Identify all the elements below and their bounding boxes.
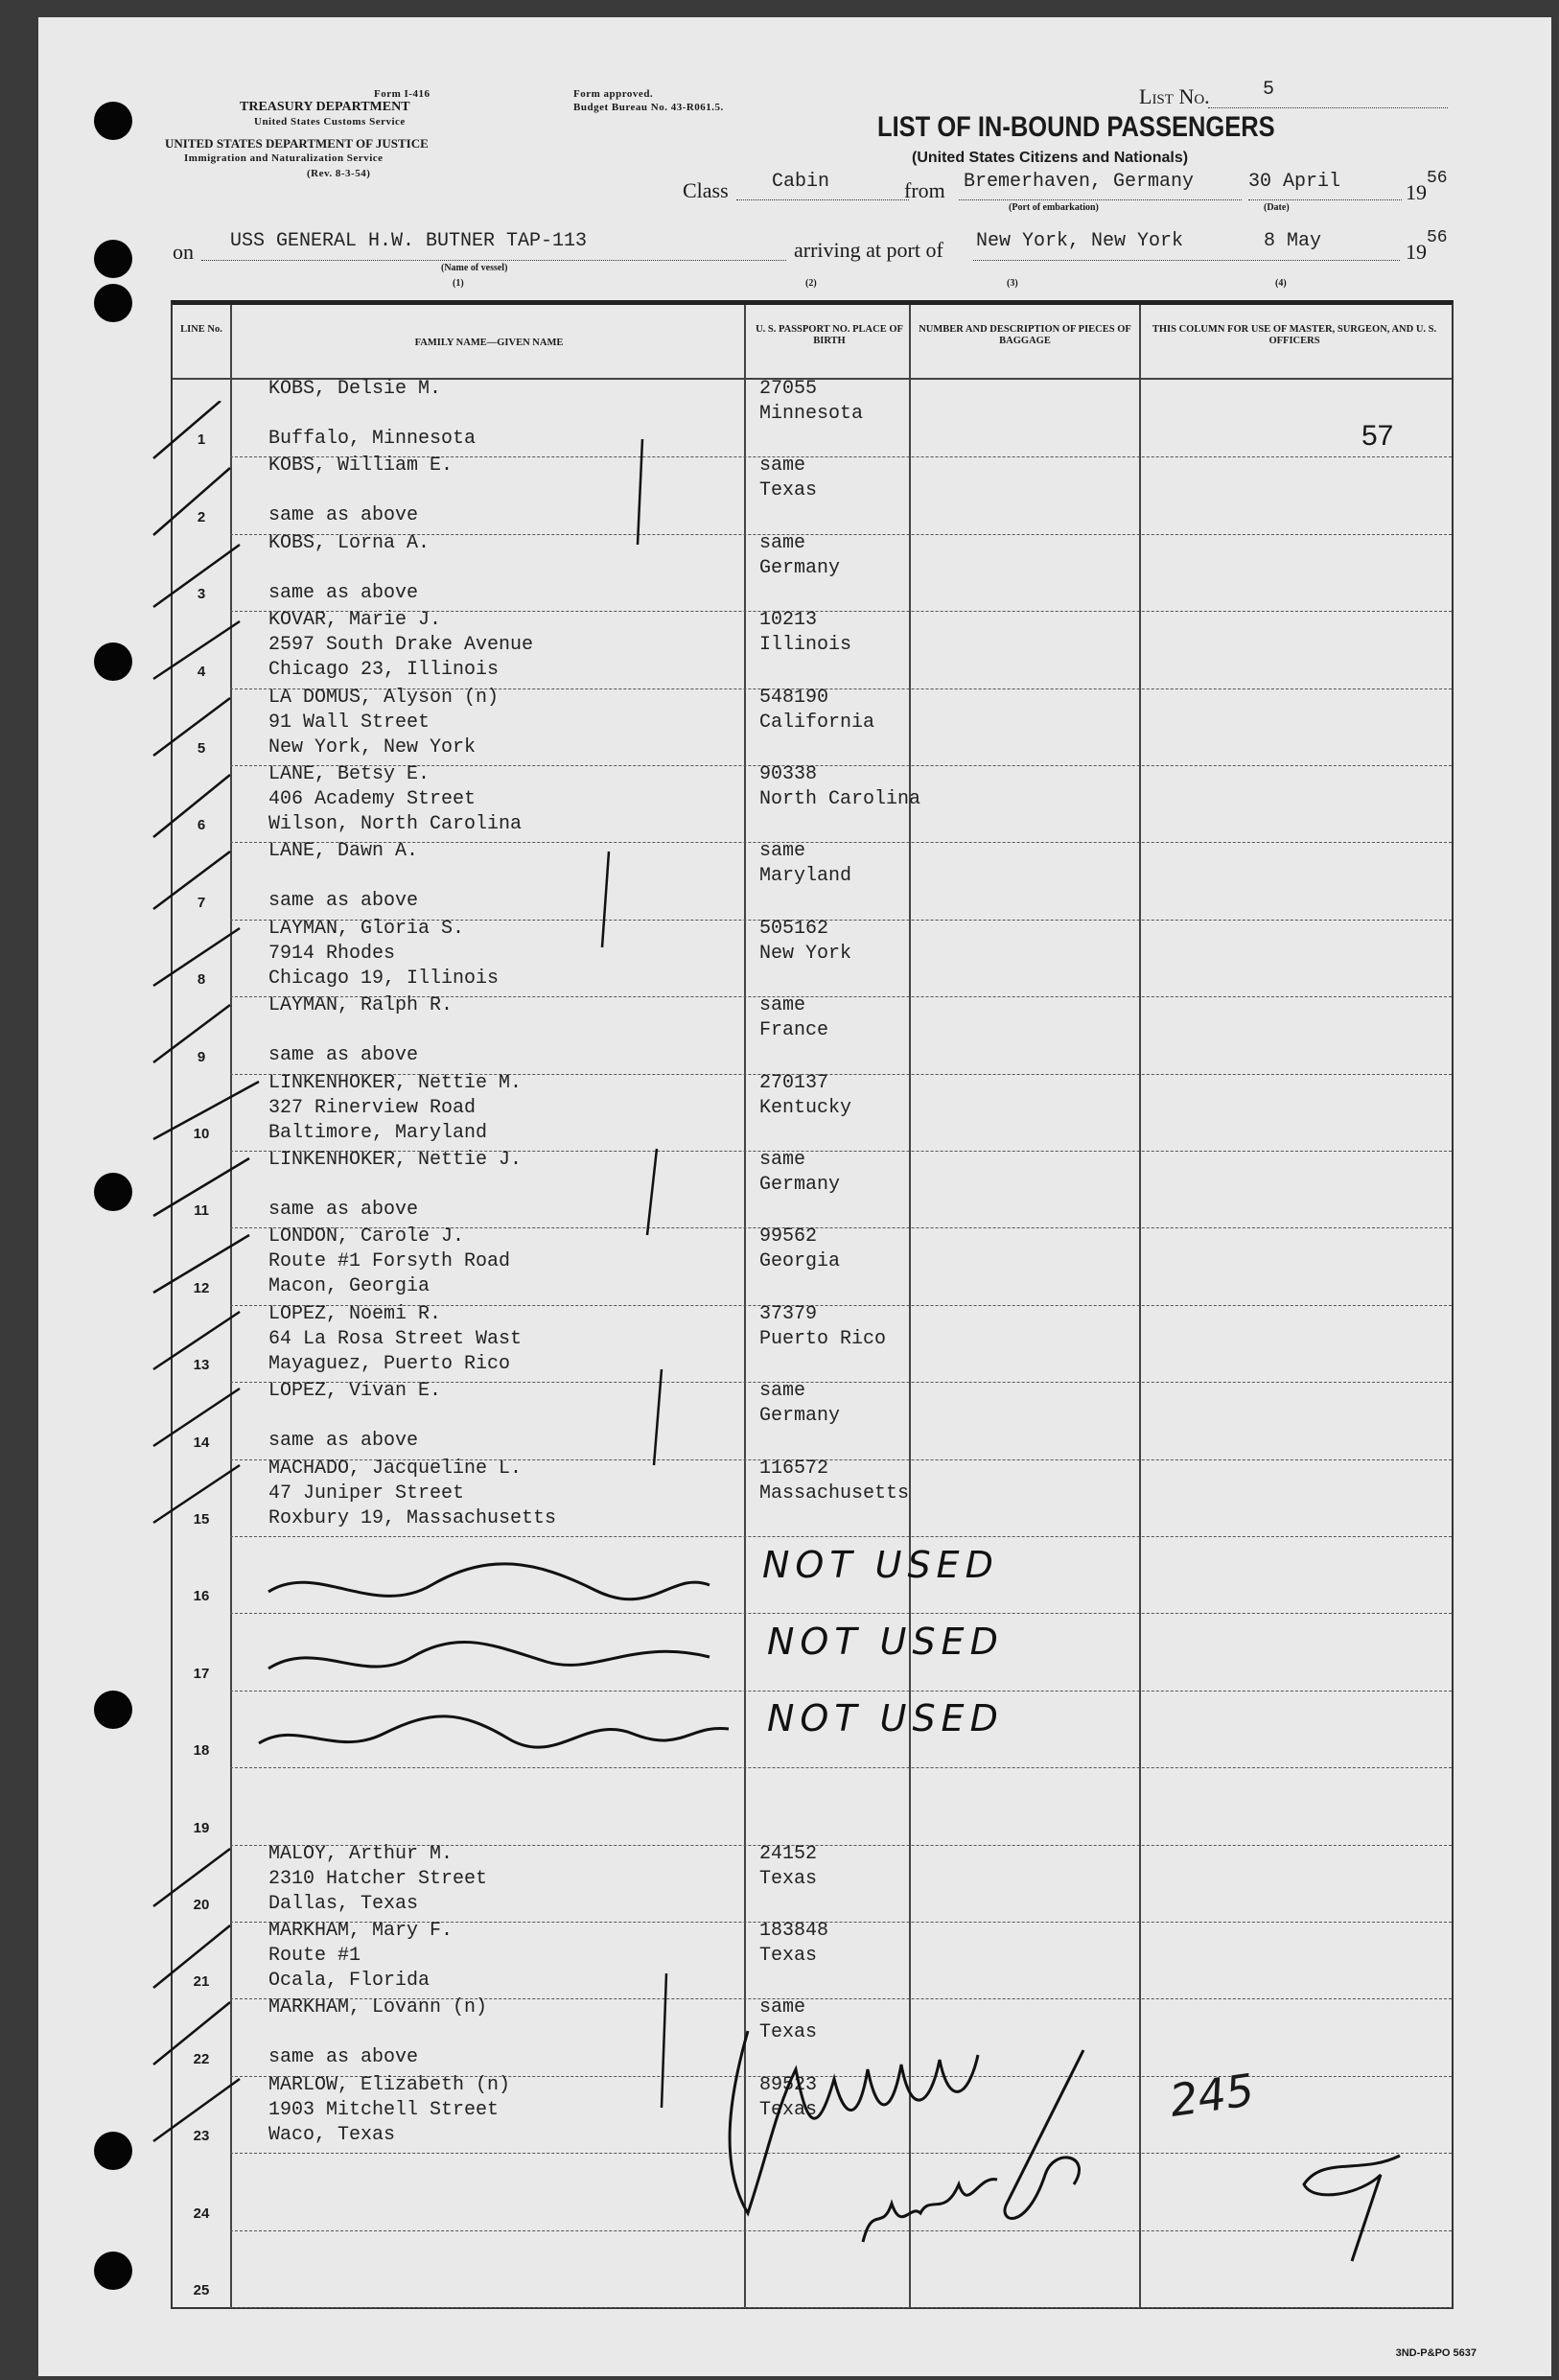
passenger-name: MALOY, Arthur M. <box>268 1842 454 1865</box>
line-number: 6 <box>197 817 206 834</box>
vessel-name: USS GENERAL H.W. BUTNER TAP-113 <box>230 230 588 252</box>
line-number: 19 <box>193 1819 210 1836</box>
embarkation-caption: (Port of embarkation) <box>1009 202 1099 213</box>
passenger-address: 406 Academy Street <box>268 788 477 810</box>
passenger-name: KOVAR, Marie J. <box>268 609 442 632</box>
line-number: 12 <box>193 1279 210 1296</box>
caption-1: (1) <box>453 278 464 289</box>
passenger-city: Roxbury 19, Massachusetts <box>268 1506 557 1529</box>
passport-number: same <box>759 1380 806 1403</box>
col-header-line: LINE No. <box>180 324 222 335</box>
not-used-note-1: NOT USED <box>762 1544 999 1586</box>
place-of-birth: Puerto Rico <box>759 1327 887 1350</box>
passenger-name: KOBS, Lorna A. <box>268 531 430 554</box>
punch-hole <box>94 240 132 278</box>
line-number: 23 <box>193 2128 210 2145</box>
line-number: 20 <box>193 1897 210 1913</box>
footer-code: 3ND-P&PO 5637 <box>1395 2347 1477 2359</box>
officer-note: 57 <box>1361 420 1394 452</box>
line-number: 4 <box>197 663 206 680</box>
passenger-city: same as above <box>268 2046 419 2069</box>
line-number: 9 <box>197 1048 206 1065</box>
line-number: 16 <box>193 1588 210 1605</box>
passport-number: same <box>759 994 806 1017</box>
passport-number: 505162 <box>759 917 829 940</box>
arrival-year: 56 <box>1427 228 1448 247</box>
caption-3: (3) <box>1007 278 1018 289</box>
place-of-birth: Germany <box>759 1174 841 1196</box>
passenger-address: 2310 Hatcher Street <box>268 1867 488 1890</box>
line-number: 22 <box>193 2050 210 2067</box>
line-number: 8 <box>197 971 206 989</box>
treasury-label: TREASURY DEPARTMENT <box>240 100 410 114</box>
arrival-date: 8 May <box>1264 230 1322 252</box>
on-label: on <box>173 240 194 264</box>
handwritten-signature <box>690 2012 1438 2299</box>
passenger-name: LANE, Betsy E. <box>268 763 430 785</box>
row-divider <box>230 2307 1452 2308</box>
place-of-birth: Texas <box>759 1867 818 1890</box>
passenger-city: same as above <box>268 504 419 527</box>
line-number: 14 <box>193 1434 210 1451</box>
line-number: 1 <box>197 432 206 449</box>
passenger-address: Route #1 <box>268 1945 361 1967</box>
passenger-city: same as above <box>268 581 419 604</box>
passenger-city: Waco, Texas <box>268 2123 396 2146</box>
passport-number: 89523 <box>759 2073 818 2096</box>
passenger-city: Dallas, Texas <box>268 1892 419 1915</box>
passport-number: 270137 <box>759 1071 829 1094</box>
passenger-address: 47 Juniper Street <box>268 1482 465 1505</box>
not-used-note-3: NOT USED <box>767 1697 1004 1739</box>
passenger-name: LAYMAN, Gloria S. <box>268 917 465 940</box>
line-number: 15 <box>193 1511 210 1528</box>
col-header-passport: U. S. PASSPORT NO. PLACE OF BIRTH <box>756 324 903 346</box>
passenger-city: New York, New York <box>268 735 477 758</box>
passenger-name: LOPEZ, Noemi R. <box>268 1302 442 1325</box>
passenger-name: MARLOW, Elizabeth (n) <box>268 2073 511 2096</box>
passport-number: 116572 <box>759 1457 829 1480</box>
year-prefix-2: 19 <box>1406 240 1427 264</box>
passenger-city: Chicago 19, Illinois <box>268 967 500 990</box>
handwritten-note: 245 <box>1166 2064 1258 2127</box>
passenger-name: KOBS, William E. <box>268 455 454 478</box>
place-of-birth: Kentucky <box>759 1096 852 1119</box>
place-of-birth: Massachusetts <box>759 1482 910 1505</box>
caption-4: (4) <box>1275 278 1287 289</box>
revision-label: (Rev. 8-3-54) <box>307 168 371 179</box>
passenger-name: LINKENHOKER, Nettie M. <box>268 1071 523 1094</box>
line-number: 5 <box>197 740 206 757</box>
place-of-birth: Maryland <box>759 865 852 888</box>
manifest-page <box>38 17 1551 2376</box>
punch-hole <box>94 102 132 140</box>
line-number: 11 <box>194 1202 209 1220</box>
passenger-city: Ocala, Florida <box>268 1970 430 1992</box>
arriving-label: arriving at port of <box>794 238 943 262</box>
passport-number: 10213 <box>759 609 818 632</box>
passenger-city: same as above <box>268 1044 419 1067</box>
passport-number: same <box>759 455 806 478</box>
budget-bureau: Budget Bureau No. 43-R061.5. <box>573 102 724 113</box>
embarkation-date: 30 April <box>1248 171 1341 193</box>
class-label: Class <box>683 178 729 202</box>
passport-number: 548190 <box>759 686 829 709</box>
passenger-address: 91 Wall Street <box>268 711 430 734</box>
col-header-baggage: NUMBER AND DESCRIPTION OF PIECES OF BAGGAGE <box>919 324 1131 346</box>
passenger-city: Macon, Georgia <box>268 1275 430 1298</box>
passenger-address: 1903 Mitchell Street <box>268 2098 500 2121</box>
place-of-birth: Texas <box>759 2098 818 2121</box>
port-of-arrival: New York, New York <box>976 230 1184 252</box>
passenger-city: Mayaguez, Puerto Rico <box>268 1352 511 1375</box>
punch-hole <box>94 2252 132 2290</box>
ins-label: Immigration and Naturalization Service <box>184 152 384 164</box>
from-label: from <box>904 178 945 202</box>
place-of-birth: Germany <box>759 1405 841 1428</box>
passenger-address: 64 La Rosa Street Wast <box>268 1327 523 1350</box>
passenger-name: LA DOMUS, Alyson (n) <box>268 686 500 709</box>
passport-number: 99562 <box>759 1225 818 1248</box>
passenger-address: 2597 South Drake Avenue <box>268 634 534 657</box>
justice-label: UNITED STATES DEPARTMENT OF JUSTICE <box>165 136 429 151</box>
passenger-city: Wilson, North Carolina <box>268 813 523 835</box>
not-used-note-2: NOT USED <box>767 1621 1004 1663</box>
passenger-name: MARKHAM, Mary F. <box>268 1920 454 1942</box>
line-number: 18 <box>193 1742 210 1760</box>
passenger-address: Route #1 Forsyth Road <box>268 1250 511 1273</box>
passenger-address: 327 Rinerview Road <box>268 1096 477 1119</box>
passport-number: same <box>759 840 806 863</box>
embarkation-year: 56 <box>1427 169 1448 188</box>
form-approved: Form approved. <box>573 88 654 100</box>
port-of-embarkation: Bremerhaven, Germany <box>964 171 1195 193</box>
list-no-label: List No. <box>1139 84 1210 108</box>
punch-hole <box>94 284 132 322</box>
passenger-name: LANE, Dawn A. <box>268 840 419 863</box>
col-header-officers: THIS COLUMN FOR USE OF MASTER, SURGEON, AND U. S. OFFICERS <box>1152 324 1437 346</box>
page-subtitle: (United States Citizens and Nationals) <box>912 150 1189 166</box>
place-of-birth: Texas <box>759 1945 818 1967</box>
form-number: Form I-416 <box>374 88 430 100</box>
place-of-birth: Texas <box>759 2021 818 2044</box>
place-of-birth: New York <box>759 942 852 965</box>
line-number: 10 <box>193 1126 210 1142</box>
passport-number: 37379 <box>759 1302 818 1325</box>
year-prefix: 19 <box>1406 180 1427 204</box>
passenger-city: same as above <box>268 1199 419 1221</box>
place-of-birth: Minnesota <box>759 403 864 425</box>
passenger-name: LAYMAN, Ralph R. <box>268 994 454 1017</box>
passport-number: same <box>759 1996 806 2019</box>
passport-number: same <box>759 1149 806 1171</box>
check-marks <box>125 401 700 2184</box>
list-no-value: 5 <box>1263 79 1275 101</box>
passenger-name: LOPEZ, Vivan E. <box>268 1380 442 1403</box>
vessel-caption: (Name of vessel) <box>441 263 508 273</box>
passenger-city: Baltimore, Maryland <box>268 1121 488 1144</box>
passport-number: 90338 <box>759 763 818 785</box>
line-number: 7 <box>197 894 206 911</box>
passport-number: 183848 <box>759 1920 829 1942</box>
passport-number: 24152 <box>759 1842 818 1865</box>
line-number: 13 <box>193 1357 210 1374</box>
date-caption: (Date) <box>1264 202 1290 213</box>
customs-label: United States Customs Service <box>254 116 406 128</box>
passenger-name: MARKHAM, Lovann (n) <box>268 1996 488 2019</box>
line-number: 2 <box>197 508 206 525</box>
line-number: 3 <box>197 586 206 603</box>
place-of-birth: France <box>759 1019 829 1042</box>
passenger-city: Buffalo, Minnesota <box>268 428 477 450</box>
passenger-name: LONDON, Carole J. <box>268 1225 465 1248</box>
line-number: 25 <box>193 2282 210 2298</box>
caption-2: (2) <box>805 278 817 289</box>
passenger-city: same as above <box>268 890 419 913</box>
page-title: LIST OF IN-BOUND PASSENGERS <box>877 111 1275 143</box>
line-number: 21 <box>193 1973 210 1991</box>
passenger-city: Chicago 23, Illinois <box>268 659 500 682</box>
class-value: Cabin <box>772 171 830 193</box>
place-of-birth: North Carolina <box>759 788 921 810</box>
passenger-name: KOBS, Delsie M. <box>268 378 442 400</box>
passport-number: same <box>759 531 806 554</box>
line-number: 17 <box>193 1665 210 1682</box>
col-header-name: FAMILY NAME—GIVEN NAME <box>414 338 564 348</box>
line-number: 24 <box>193 2205 210 2222</box>
passenger-city: same as above <box>268 1430 419 1453</box>
passenger-address: 7914 Rhodes <box>268 942 396 965</box>
place-of-birth: Texas <box>759 479 818 502</box>
place-of-birth: Georgia <box>759 1250 841 1273</box>
passenger-name: MACHADO, Jacqueline L. <box>268 1457 523 1480</box>
passenger-name: LINKENHOKER, Nettie J. <box>268 1149 523 1171</box>
passport-number: 27055 <box>759 378 818 400</box>
place-of-birth: Illinois <box>759 634 852 657</box>
place-of-birth: California <box>759 711 875 734</box>
place-of-birth: Germany <box>759 556 841 579</box>
